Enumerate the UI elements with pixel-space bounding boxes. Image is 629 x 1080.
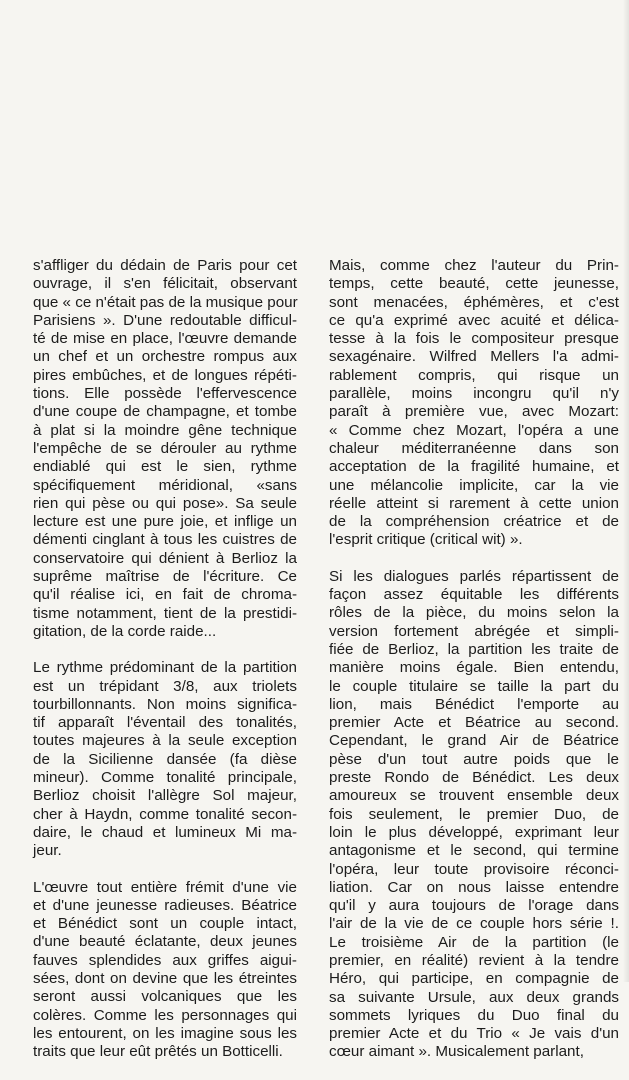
text-line: conservatoire qui dénient à Berlioz la [33,549,297,567]
text-line: chaleur méditerranéenne dans son [329,439,619,457]
text-line: d'une coupe de champagne, et tombe [33,403,297,421]
text-line: l'opéra, leur toute provisoire réconci- [329,860,619,878]
text-line: que « ce n'était pas de la musique pour [33,293,298,311]
text-line: mineur). Comme tonalité principale, [33,769,297,787]
text-line: gitation, de la corde raide... [33,622,217,640]
text-line: Parisiens ». D'une redoutable difficul- [33,311,297,329]
text-line: rablement compris, qui risque un [329,366,619,384]
text-line: le couple titulaire se taille la part du [329,677,619,695]
text-line: loin le plus développé, exprimant leur [329,823,619,841]
text-line: est un trépidant 3/8, aux triolets [33,677,297,695]
text-line: fiée de Berlioz, la partition les traite de [329,640,619,658]
text-line: jeur. [33,842,62,860]
text-line: tif apparaît l'éventail des tonalités, [33,714,297,732]
text-line: sommets lyriques du Duo final du [329,1006,619,1024]
text-line: de la compréhension créatrice et de [329,513,619,531]
text-line: tisme notamment, tient de la prestidi- [33,604,297,622]
text-line: preste Rondo de Bénédict. Les deux [329,769,619,787]
text-line: Cependant, le grand Air de Béatrice [329,732,619,750]
text-line: d'une beauté éclatante, deux jeunes [33,933,297,951]
text-line: de la Sicilienne dansée (fa dièse [33,750,297,768]
text-line: un chef et un orchestre rompus aux [33,348,297,366]
text-line: pires embûches, et de longues répéti- [33,366,297,384]
text-line: l'air de la vie de ce couple hors série !. [329,915,619,933]
text-line: tesse à la fois le compositeur presque [329,330,619,348]
text-line: sont menacées, éphémères, et c'est [329,293,619,311]
text-line: qu'il réalise ici, en fait de chroma- [33,586,297,604]
text-line: temps, cette beauté, cette jeunesse, [329,275,619,293]
text-line: Berlioz choisit l'allègre Sol majeur, [33,787,297,805]
text-line: rien qui pèse ou qui pose». Sa seule [33,494,297,512]
text-line: cœur aimant ». Musicalement parlant, [329,1043,584,1061]
text-line: démenti cinglant à tous les cuistres de [33,531,297,549]
paragraph [329,257,619,550]
paragraph [33,659,297,860]
text-line: sa suivante Ursule, aux deux grands [329,988,619,1006]
text-line: lecture est une pure joie, et inflige un [33,513,297,531]
text-line: fauves splendides aux griffes aigui- [33,951,297,969]
text-line: lion, mais Bénédict l'emporte au [329,695,619,713]
text-line: Héro, qui participe, en compagnie de [329,970,619,988]
text-line: premier, en réalité) revient à la tendre [329,951,619,969]
text-line: paraît à première vue, avec Mozart: [329,403,619,421]
text-line: Le troisième Air de la partition (le [329,933,619,951]
text-line: ouvrage, il s'en félicitait, observant [33,275,297,293]
text-line: endiablé qui est le sien, rythme [33,458,297,476]
text-line: L'œuvre tout entière frémit d'une vie [33,878,297,896]
text-line: colères. Comme les personnages qui [33,1006,297,1024]
text-line: à plat si la moindre gêne technique [33,421,297,439]
text-line: s'affliger du dédain de Paris pour cet [33,257,297,274]
text-line: façon assez équitable les différents [329,586,619,604]
page-edge-shadow [623,0,629,982]
text-line: ce qu'a exprimé avec acuité et délica- [329,311,619,329]
right-column [329,257,619,1080]
text-line: version fortement abrégée et simpli- [329,622,619,640]
text-line: fois seulement, le premier Duo, de [329,805,619,823]
text-line: cher à Haydn, comme tonalité secon- [33,805,297,823]
left-column [33,257,297,1079]
paragraph [33,879,297,1062]
paragraph [329,568,619,1062]
text-line: seront aussi volcaniques que les [33,988,297,1006]
text-line: premier Acte et du Trio « Je vais d'un [329,1025,619,1043]
text-line: Si les dialogues parlés répartissent de [329,567,619,585]
text-line: et d'une jeunesse radieuses. Béatrice [33,896,297,914]
text-line: Le rythme prédominant de la partition [33,659,297,677]
paragraph [33,257,297,641]
text-line: té de mise en place, l'œuvre demande [33,330,297,348]
text-line: rôles de la pièce, du moins selon la [329,604,619,622]
text-line: les entourent, on les imagine sous les [33,1024,297,1042]
text-line: manière moins égale. Bien entendu, [329,659,619,677]
text-line: acceptation de la fragilité humaine, et [329,458,619,476]
text-line: antagonisme et le second, qui termine [329,842,619,860]
text-line: sées, dont on devine que les étreintes [33,969,297,987]
text-line: « Comme chez Mozart, l'opéra a une [329,421,619,439]
text-line: liation. Car on nous laisse entendre [329,878,619,896]
text-line: spécifiquement méridional, «sans [33,476,297,494]
text-line: tourbillonnants. Non moins significa- [33,695,297,713]
text-line: réelle atteint si rarement à cette union [329,494,619,512]
text-line: qu'il y aura toujours de l'orage dans [329,897,619,915]
text-line: amoureux se trouvent ensemble deux [329,787,619,805]
text-line: et Bénédict sont un couple intact, [33,915,297,933]
text-line: traits que leur eût prêtés un Botticelli. [33,1043,283,1061]
text-line: Mais, comme chez l'auteur du Prin- [329,257,619,274]
text-line: suprême maîtrise de l'écriture. Ce [33,568,297,586]
text-line: parallèle, moins incongru qu'il n'y [329,385,619,403]
text-line: une mélancolie implicite, car la vie [329,476,619,494]
text-line: pèse d'un tout autre poids que le [329,750,619,768]
text-line: toutes majeures à la seule exception [33,732,297,750]
text-line: tions. Elle possède l'effervescence [33,385,297,403]
text-line: l'empêche de se dérouler au rythme [33,439,297,457]
text-line: daire, le chaud et lumineux Mi ma- [33,823,297,841]
text-line: sexagénaire. Wilfred Mellers l'a admi- [329,348,619,366]
text-line: premier Acte et Béatrice au second. [329,714,619,732]
text-line: l'esprit critique (critical wit) ». [329,531,523,549]
